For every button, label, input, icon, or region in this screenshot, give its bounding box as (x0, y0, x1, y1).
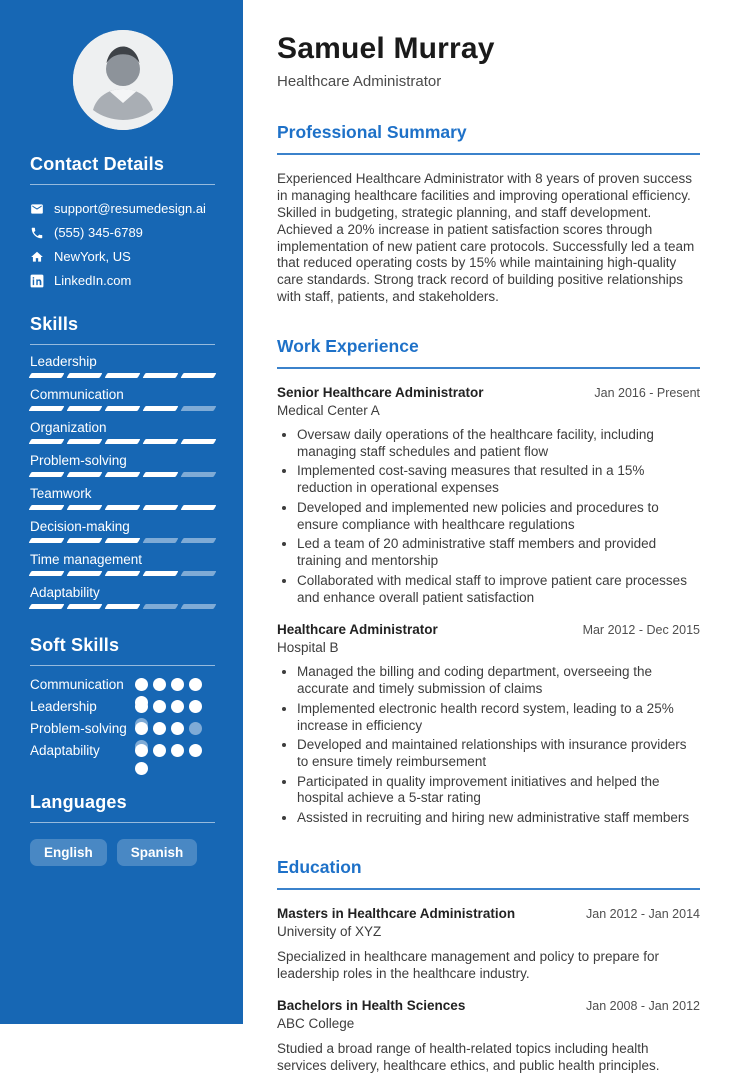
soft-skill-label: Problem-solving (30, 721, 127, 736)
skills-section (30, 314, 215, 609)
skill-meter-segment (67, 439, 103, 444)
summary-section (277, 122, 700, 306)
soft-skill-dot (135, 762, 148, 775)
skill-meter-segment (29, 406, 65, 411)
soft-skill-dots (135, 700, 215, 713)
soft-skill-label: Communication (30, 677, 124, 692)
skill-label: Leadership (30, 354, 97, 369)
bullet-item: • Implemented electronic health record system, leading to a 25% increase in efficiency (297, 701, 700, 734)
skill-meter-segment (67, 538, 103, 543)
soft-skill-dot (153, 700, 166, 713)
skill-meter-segment (143, 439, 179, 444)
soft-skill-label: Leadership (30, 699, 97, 714)
job-dates: Mar 2012 - Dec 2015 (582, 623, 700, 638)
main-content (243, 0, 730, 1073)
bullet-item: • Managed the billing and coding department, overseeing the accurate and timely submission of claims (297, 664, 700, 697)
skill-meter-segment (67, 472, 103, 477)
skill-item (30, 552, 215, 576)
language-pill: Spanish (117, 839, 198, 866)
soft-skills-list (30, 678, 215, 758)
skill-meter-segment (105, 439, 141, 444)
contact-item-label: NewYork, US (54, 249, 131, 264)
skill-meter-segment (67, 373, 103, 378)
experience-section (277, 336, 700, 827)
skill-meter-segment (181, 472, 217, 477)
job-bullets (277, 664, 700, 827)
skill-meter-segment (67, 406, 103, 411)
skill-item (30, 354, 215, 378)
contact-item-phone[interactable] (30, 225, 215, 240)
skill-meter-segment (105, 571, 141, 576)
skills-heading: Skills (30, 314, 215, 345)
education-entry (277, 998, 700, 1074)
skill-label: Adaptability (30, 585, 100, 600)
summary-text: Experienced Healthcare Administrator with 8 years of proven success in managing healthcare facilities and improving operational efficiency. Skilled in budgeting, strategic planning, and staff development. Achieved a 20% increase in patient satisfaction scores through implementation of new patient care protocols. Successfully led a team that reduced operating costs by 15% while maintaining high-quality care standards. Strong track record of building positive relationships with staff, patients, and stakeholders. (277, 171, 695, 305)
education-heading: Education (277, 857, 700, 890)
job-company: Hospital B (277, 640, 339, 656)
education-description: Specialized in healthcare management and policy to prepare for leadership roles in the healthcare industry. (277, 948, 659, 981)
summary-heading: Professional Summary (277, 122, 700, 155)
skill-item (30, 453, 215, 477)
skill-meter-segment (143, 406, 179, 411)
skill-label: Teamwork (30, 486, 92, 501)
job-header (277, 385, 700, 400)
soft-skill-item (30, 744, 215, 758)
skill-meter (30, 472, 215, 477)
soft-skill-dots (135, 722, 215, 735)
education-dates: Jan 2012 - Jan 2014 (586, 906, 700, 921)
soft-skill-dots (135, 744, 215, 757)
school-name: University of XYZ (277, 923, 382, 939)
bullet-item: • Led a team of 20 administrative staff members and provided training and mentorship (297, 536, 700, 569)
skill-meter-segment (105, 472, 141, 477)
bullet-item: • Implemented cost-saving measures that resulted in a 15% reduction in operational expenses (297, 463, 700, 496)
skill-item (30, 420, 215, 444)
skill-label: Problem-solving (30, 453, 127, 468)
job-title: Senior Healthcare Administrator (277, 385, 484, 400)
skill-meter-segment (143, 604, 179, 609)
skill-meter (30, 571, 215, 576)
job-header (277, 622, 700, 637)
skill-meter (30, 505, 215, 510)
skill-meter-segment (143, 538, 179, 543)
languages-section (30, 792, 215, 866)
job-bullets (277, 427, 700, 606)
soft-skill-dot (171, 700, 184, 713)
skill-item (30, 486, 215, 510)
contact-item-label: LinkedIn.com (54, 273, 132, 288)
job-entry (277, 385, 700, 606)
soft-skills-heading: Soft Skills (30, 635, 215, 666)
skill-meter-segment (181, 373, 217, 378)
contact-item-email[interactable] (30, 201, 215, 216)
job-entry (277, 622, 700, 827)
avatar (73, 30, 173, 130)
bullet-item: • Assisted in recruiting and hiring new administrative staff members (297, 810, 700, 827)
skill-meter-segment (143, 571, 179, 576)
linkedin-icon (30, 274, 44, 288)
skill-label: Organization (30, 420, 107, 435)
skill-meter-segment (105, 373, 141, 378)
contact-section (30, 154, 215, 288)
soft-skill-dot (135, 700, 148, 713)
skill-meter-segment (105, 538, 141, 543)
skill-meter-segment (105, 505, 141, 510)
skill-meter-segment (29, 604, 65, 609)
skill-meter-segment (181, 406, 217, 411)
skill-meter-segment (29, 571, 65, 576)
bullet-item: • Developed and implemented new policies and procedures to ensure compliance with healthcare regulations (297, 500, 700, 533)
school-name: ABC College (277, 1015, 355, 1031)
bullet-item: • Participated in quality improvement initiatives and helped the hospital achieve a 5-star rating (297, 774, 700, 807)
degree-title: Masters in Healthcare Administration (277, 905, 516, 921)
soft-skill-label: Adaptability (30, 743, 100, 758)
education-header (277, 998, 700, 1013)
skill-meter-segment (29, 439, 65, 444)
skill-label: Communication (30, 387, 124, 402)
soft-skill-item (30, 700, 215, 714)
skill-meter-segment (181, 505, 217, 510)
skill-meter (30, 604, 215, 609)
soft-skill-dot (135, 678, 148, 691)
skill-meter-segment (181, 604, 217, 609)
soft-skill-dot (189, 678, 202, 691)
soft-skill-dot (153, 722, 166, 735)
skill-item (30, 387, 215, 411)
education-entry (277, 906, 700, 982)
skill-meter-segment (181, 439, 217, 444)
language-pill: English (30, 839, 107, 866)
skill-meter-segment (105, 604, 141, 609)
contact-item-label: support@resumedesign.ai (54, 201, 206, 216)
soft-skill-dot (171, 744, 184, 757)
degree-title: Bachelors in Health Sciences (277, 997, 466, 1013)
contact-heading: Contact Details (30, 154, 215, 185)
skill-item (30, 519, 215, 543)
experience-heading: Work Experience (277, 336, 700, 369)
email-icon (30, 202, 44, 216)
soft-skill-dot (135, 744, 148, 757)
person-title: Healthcare Administrator (277, 73, 442, 90)
soft-skill-dots (135, 678, 215, 691)
soft-skill-dot (189, 700, 202, 713)
education-section (277, 857, 700, 1074)
job-dates: Jan 2016 - Present (594, 386, 700, 400)
skill-meter (30, 538, 215, 543)
job-title: Healthcare Administrator (277, 622, 438, 638)
phone-icon (30, 226, 44, 240)
skill-meter-segment (29, 373, 65, 378)
soft-skill-dot (189, 744, 202, 757)
education-header (277, 906, 700, 921)
skill-meter-segment (143, 472, 179, 477)
skill-meter-segment (67, 571, 103, 576)
soft-skills-section (30, 635, 215, 758)
soft-skill-item (30, 722, 215, 736)
bullet-item: • Collaborated with medical staff to improve patient care processes and enhance overall patient satisfaction (297, 573, 700, 606)
home-icon (30, 250, 44, 264)
language-pills (30, 839, 215, 866)
skill-item (30, 585, 215, 609)
skill-meter-segment (143, 505, 179, 510)
header (277, 32, 700, 90)
soft-skill-dot (189, 722, 202, 735)
skill-meter-segment (181, 571, 217, 576)
bullet-item: • Oversaw daily operations of the healthcare facility, including managing staff schedules and patient flow (297, 427, 700, 460)
contact-list (30, 201, 215, 288)
skill-meter-segment (181, 538, 217, 543)
contact-item-location (30, 249, 215, 264)
contact-item-label: (555) 345-6789 (54, 225, 143, 240)
skill-meter-segment (143, 373, 179, 378)
soft-skill-dot (135, 722, 148, 735)
skill-meter-segment (29, 472, 65, 477)
skill-meter (30, 439, 215, 444)
skill-meter-segment (29, 538, 65, 543)
skill-meter-segment (67, 505, 103, 510)
soft-skill-dot (171, 678, 184, 691)
soft-skill-item (30, 678, 215, 692)
skill-meter (30, 406, 215, 411)
education-dates: Jan 2008 - Jan 2012 (586, 998, 700, 1013)
bullet-item: • Developed and maintained relationships with insurance providers to ensure timely reimbursement (297, 737, 700, 770)
skill-label: Decision-making (30, 519, 130, 534)
avatar-photo (73, 30, 173, 130)
skill-meter-segment (29, 505, 65, 510)
soft-skill-dot (153, 744, 166, 757)
sidebar (0, 0, 243, 1024)
languages-heading: Languages (30, 792, 215, 823)
soft-skill-dot (171, 722, 184, 735)
person-name: Samuel Murray (277, 32, 495, 65)
skill-label: Time management (30, 552, 143, 567)
contact-item-linkedin[interactable] (30, 273, 215, 288)
soft-skill-dot (153, 678, 166, 691)
skill-meter (30, 373, 215, 378)
education-description: Studied a broad range of health-related topics including health services delivery, healthcare ethics, and public health principles. (277, 1040, 660, 1073)
skill-meter-segment (105, 406, 141, 411)
skill-meter-segment (67, 604, 103, 609)
job-company: Medical Center A (277, 403, 380, 418)
